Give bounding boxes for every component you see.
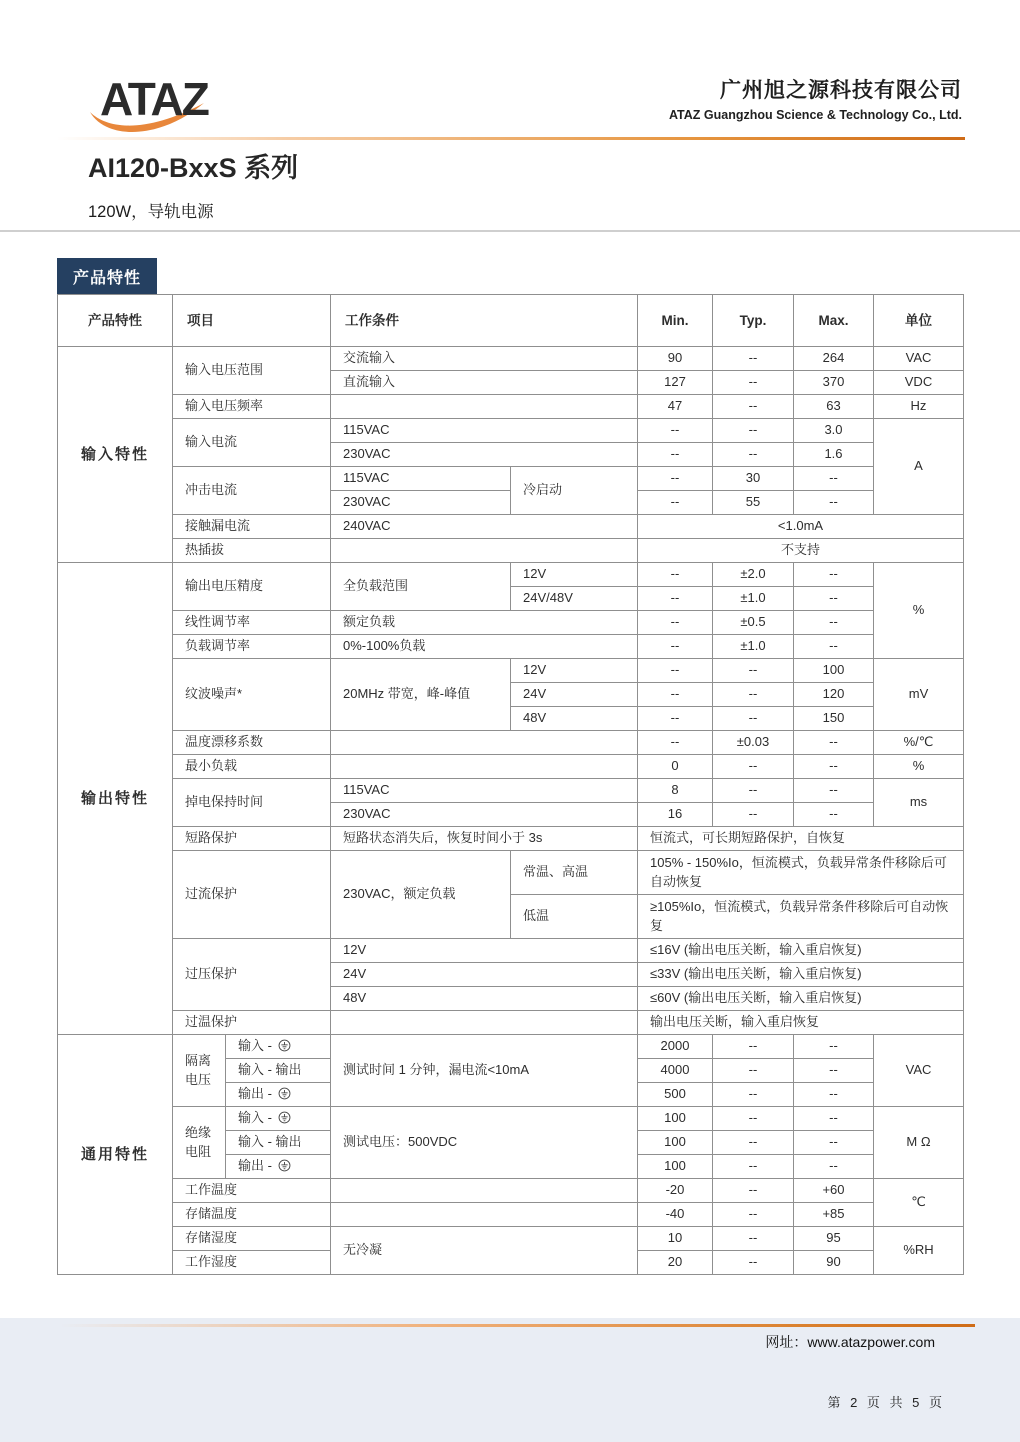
spec-cell: 线性调节率 bbox=[173, 611, 331, 635]
spec-cell bbox=[331, 755, 638, 779]
spec-cell: 工作温度 bbox=[173, 1179, 331, 1203]
spec-cell: Max. bbox=[794, 295, 874, 347]
spec-cell: -- bbox=[794, 779, 874, 803]
spec-cell: 120 bbox=[794, 683, 874, 707]
spec-cell: 过压保护 bbox=[173, 939, 331, 1011]
spec-cell: 1.6 bbox=[794, 443, 874, 467]
spec-cell: VAC bbox=[874, 347, 964, 371]
spec-cell: 输入电压范围 bbox=[173, 347, 331, 395]
spec-cell: 恒流式，可长期短路保护，自恢复 bbox=[638, 827, 964, 851]
spec-cell: 150 bbox=[794, 707, 874, 731]
spec-cell: -- bbox=[713, 659, 794, 683]
spec-cell: -- bbox=[713, 755, 794, 779]
earth-ground-icon bbox=[278, 1087, 291, 1100]
spec-cell: -- bbox=[638, 611, 713, 635]
spec-cell: 交流输入 bbox=[331, 347, 638, 371]
spec-cell bbox=[331, 539, 638, 563]
spec-cell: 低温 bbox=[511, 895, 638, 939]
spec-cell: -- bbox=[638, 731, 713, 755]
earth-ground-icon bbox=[278, 1159, 291, 1172]
spec-cell: 10 bbox=[638, 1227, 713, 1251]
section-divider bbox=[0, 230, 1020, 232]
spec-cell: 100 bbox=[638, 1131, 713, 1155]
spec-cell: 63 bbox=[794, 395, 874, 419]
spec-cell: -- bbox=[638, 683, 713, 707]
spec-cell: 最小负载 bbox=[173, 755, 331, 779]
spec-cell: %RH bbox=[874, 1227, 964, 1275]
spec-cell: 过流保护 bbox=[173, 851, 331, 939]
spec-cell: 额定负载 bbox=[331, 611, 638, 635]
spec-cell: 100 bbox=[638, 1155, 713, 1179]
spec-cell: ≤33V (输出电压关断，输入重启恢复) bbox=[638, 963, 964, 987]
spec-cell: -- bbox=[794, 1155, 874, 1179]
section-badge: 产品特性 bbox=[57, 258, 157, 295]
spec-cell: -- bbox=[794, 611, 874, 635]
spec-cell: ℃ bbox=[874, 1179, 964, 1227]
spec-cell bbox=[226, 1035, 331, 1059]
spec-cell: -- bbox=[713, 1203, 794, 1227]
table-row bbox=[58, 563, 964, 587]
spec-cell bbox=[331, 1011, 638, 1035]
spec-cell: 输入 - 输出 bbox=[226, 1131, 331, 1155]
spec-cell: ≤60V (输出电压关断，输入重启恢复) bbox=[638, 987, 964, 1011]
spec-cell: -- bbox=[713, 707, 794, 731]
spec-cell: mV bbox=[874, 659, 964, 731]
spec-cell: 230VAC bbox=[331, 443, 638, 467]
spec-cell: -- bbox=[794, 563, 874, 587]
spec-cell: 工作条件 bbox=[331, 295, 638, 347]
spec-cell: 20MHz 带宽，峰-峰值 bbox=[331, 659, 511, 731]
spec-cell: -- bbox=[713, 371, 794, 395]
spec-cell: 115VAC bbox=[331, 467, 511, 491]
spec-cell: -- bbox=[713, 443, 794, 467]
spec-cell: 工作湿度 bbox=[173, 1251, 331, 1275]
spec-cell: 95 bbox=[794, 1227, 874, 1251]
spec-cell: -- bbox=[638, 707, 713, 731]
spec-cell: 240VAC bbox=[331, 515, 638, 539]
group-label: 输出特性 bbox=[58, 563, 173, 1035]
spec-cell: 230VAC，额定负载 bbox=[331, 851, 511, 939]
spec-cell: 127 bbox=[638, 371, 713, 395]
table-row bbox=[58, 851, 964, 895]
spec-cell: ms bbox=[874, 779, 964, 827]
spec-cell: +60 bbox=[794, 1179, 874, 1203]
spec-cell: <1.0mA bbox=[638, 515, 964, 539]
table-row bbox=[58, 1227, 964, 1251]
spec-cell: 无冷凝 bbox=[331, 1227, 638, 1275]
spec-cell: -- bbox=[713, 1155, 794, 1179]
earth-ground-icon bbox=[278, 1039, 291, 1052]
spec-cell: 0%-100%负载 bbox=[331, 635, 638, 659]
spec-cell: 370 bbox=[794, 371, 874, 395]
table-row bbox=[58, 659, 964, 683]
spec-cell: 短路保护 bbox=[173, 827, 331, 851]
spec-cell: 500 bbox=[638, 1083, 713, 1107]
spec-cell: -- bbox=[794, 491, 874, 515]
spec-cell: 不支持 bbox=[638, 539, 964, 563]
spec-cell: -- bbox=[713, 1131, 794, 1155]
spec-table bbox=[57, 294, 964, 1275]
spec-cell: ±1.0 bbox=[713, 587, 794, 611]
spec-cell: 绝缘电阻 bbox=[173, 1107, 226, 1179]
logo-wordmark: ATAZ bbox=[100, 73, 208, 125]
spec-cell: 存储湿度 bbox=[173, 1227, 331, 1251]
table-row bbox=[58, 1011, 964, 1035]
spec-cell: Min. bbox=[638, 295, 713, 347]
spec-cell: 短路状态消失后，恢复时间小于 3s bbox=[331, 827, 638, 851]
spec-cell: 接触漏电流 bbox=[173, 515, 331, 539]
spec-cell: -- bbox=[794, 1059, 874, 1083]
spec-cell: 输入电流 bbox=[173, 419, 331, 467]
spec-cell: -- bbox=[713, 1083, 794, 1107]
spec-cell: -- bbox=[794, 1131, 874, 1155]
spec-cell: 负载调节率 bbox=[173, 635, 331, 659]
spec-cell: 掉电保持时间 bbox=[173, 779, 331, 827]
spec-cell: -- bbox=[713, 1059, 794, 1083]
spec-cell-text: 输出 - bbox=[238, 1158, 276, 1174]
spec-cell: 0 bbox=[638, 755, 713, 779]
table-row bbox=[58, 1179, 964, 1203]
spec-cell: 常温、高温 bbox=[511, 851, 638, 895]
spec-cell: -- bbox=[713, 395, 794, 419]
spec-cell: 3.0 bbox=[794, 419, 874, 443]
spec-cell bbox=[331, 1203, 638, 1227]
spec-cell: 输入电压频率 bbox=[173, 395, 331, 419]
spec-cell: 12V bbox=[511, 563, 638, 587]
spec-cell: Hz bbox=[874, 395, 964, 419]
spec-cell: 230VAC bbox=[331, 491, 511, 515]
earth-ground-icon bbox=[278, 1111, 291, 1124]
spec-cell: -20 bbox=[638, 1179, 713, 1203]
table-row bbox=[58, 347, 964, 371]
table-row bbox=[58, 539, 964, 563]
spec-cell: 264 bbox=[794, 347, 874, 371]
table-row bbox=[58, 635, 964, 659]
spec-cell bbox=[331, 395, 638, 419]
table-row bbox=[58, 395, 964, 419]
spec-cell-text: 输出 - bbox=[238, 1086, 276, 1102]
spec-cell: -- bbox=[794, 803, 874, 827]
spec-cell: -- bbox=[794, 467, 874, 491]
spec-cell: 直流输入 bbox=[331, 371, 638, 395]
spec-cell: 100 bbox=[638, 1107, 713, 1131]
spec-cell: -- bbox=[713, 779, 794, 803]
spec-cell bbox=[226, 1083, 331, 1107]
spec-cell: 24V bbox=[511, 683, 638, 707]
spec-cell: -- bbox=[638, 443, 713, 467]
spec-cell: 输入 - 输出 bbox=[226, 1059, 331, 1083]
spec-cell: ±0.5 bbox=[713, 611, 794, 635]
table-row bbox=[58, 779, 964, 803]
spec-cell: % bbox=[874, 563, 964, 659]
company-name-en: ATAZ Guangzhou Science & Technology Co., Ltd. bbox=[668, 108, 962, 122]
spec-cell-text: 输入 - bbox=[238, 1038, 276, 1054]
spec-cell: -- bbox=[638, 467, 713, 491]
product-subtitle: 120W，导轨电源 bbox=[88, 203, 214, 221]
spec-cell: ±1.0 bbox=[713, 635, 794, 659]
spec-cell: Typ. bbox=[713, 295, 794, 347]
spec-cell: -- bbox=[638, 659, 713, 683]
spec-cell: 12V bbox=[511, 659, 638, 683]
header-divider bbox=[57, 137, 965, 140]
spec-cell: 输出电压关断，输入重启恢复 bbox=[638, 1011, 964, 1035]
spec-cell: -- bbox=[794, 1035, 874, 1059]
spec-cell: 55 bbox=[713, 491, 794, 515]
spec-cell: 热插拔 bbox=[173, 539, 331, 563]
spec-cell: 过温保护 bbox=[173, 1011, 331, 1035]
spec-cell: -- bbox=[794, 635, 874, 659]
spec-cell: 30 bbox=[713, 467, 794, 491]
table-row bbox=[58, 731, 964, 755]
spec-cell: 冷启动 bbox=[511, 467, 638, 515]
spec-cell: -- bbox=[638, 635, 713, 659]
spec-cell: VAC bbox=[874, 1035, 964, 1107]
spec-cell: -- bbox=[794, 587, 874, 611]
spec-cell: 4000 bbox=[638, 1059, 713, 1083]
spec-cell: 115VAC bbox=[331, 779, 638, 803]
spec-cell: VDC bbox=[874, 371, 964, 395]
spec-cell: 2000 bbox=[638, 1035, 713, 1059]
spec-cell-text: 输入 - bbox=[238, 1110, 276, 1126]
spec-cell: -- bbox=[713, 803, 794, 827]
table-row bbox=[58, 515, 964, 539]
spec-cell: 20 bbox=[638, 1251, 713, 1275]
spec-cell: 测试电压：500VDC bbox=[331, 1107, 638, 1179]
spec-cell: -- bbox=[713, 347, 794, 371]
spec-cell: 测试时间 1 分钟，漏电流<10mA bbox=[331, 1035, 638, 1107]
spec-cell: 24V bbox=[331, 963, 638, 987]
spec-cell: %/℃ bbox=[874, 731, 964, 755]
spec-cell: -- bbox=[638, 587, 713, 611]
spec-cell: 单位 bbox=[874, 295, 964, 347]
spec-cell: -- bbox=[713, 683, 794, 707]
spec-cell: 105% - 150%Io，恒流模式，负载异常条件移除后可自动恢复 bbox=[638, 851, 964, 895]
table-row bbox=[58, 467, 964, 491]
spec-cell bbox=[226, 1107, 331, 1131]
spec-cell bbox=[331, 731, 638, 755]
table-row bbox=[58, 827, 964, 851]
spec-cell: -- bbox=[794, 1107, 874, 1131]
spec-cell: 48V bbox=[511, 707, 638, 731]
spec-cell: -- bbox=[713, 1107, 794, 1131]
footer-divider bbox=[60, 1324, 975, 1327]
spec-cell: 16 bbox=[638, 803, 713, 827]
spec-cell: -- bbox=[713, 1251, 794, 1275]
spec-cell: 隔离电压 bbox=[173, 1035, 226, 1107]
spec-cell: +85 bbox=[794, 1203, 874, 1227]
spec-cell: 90 bbox=[794, 1251, 874, 1275]
table-row bbox=[58, 419, 964, 443]
spec-cell: 230VAC bbox=[331, 803, 638, 827]
spec-cell: -- bbox=[713, 1035, 794, 1059]
spec-cell: -- bbox=[638, 491, 713, 515]
spec-cell bbox=[331, 1179, 638, 1203]
spec-cell: 输出电压精度 bbox=[173, 563, 331, 611]
group-label: 通用特性 bbox=[58, 1035, 173, 1275]
page-number: 第 2 页 共 5 页 bbox=[827, 1395, 945, 1410]
table-row bbox=[58, 1203, 964, 1227]
spec-cell: A bbox=[874, 419, 964, 515]
spec-cell: -- bbox=[713, 1227, 794, 1251]
spec-cell: 项目 bbox=[173, 295, 331, 347]
spec-cell bbox=[226, 1155, 331, 1179]
spec-cell: -40 bbox=[638, 1203, 713, 1227]
spec-cell: 47 bbox=[638, 395, 713, 419]
product-title: AI120-BxxS 系列 bbox=[88, 153, 299, 183]
company-block bbox=[669, 74, 962, 122]
spec-cell: M Ω bbox=[874, 1107, 964, 1179]
spec-cell: % bbox=[874, 755, 964, 779]
spec-cell: 8 bbox=[638, 779, 713, 803]
spec-cell: -- bbox=[794, 1083, 874, 1107]
spec-cell: -- bbox=[794, 755, 874, 779]
spec-cell: 12V bbox=[331, 939, 638, 963]
spec-cell: 温度漂移系数 bbox=[173, 731, 331, 755]
spec-cell: -- bbox=[794, 731, 874, 755]
spec-cell: 产品特性 bbox=[58, 295, 173, 347]
spec-cell: 纹波噪声* bbox=[173, 659, 331, 731]
spec-cell: ≤16V (输出电压关断，输入重启恢复) bbox=[638, 939, 964, 963]
table-row bbox=[58, 939, 964, 963]
spec-cell: 100 bbox=[794, 659, 874, 683]
spec-cell: 24V/48V bbox=[511, 587, 638, 611]
group-label: 输入特性 bbox=[58, 347, 173, 563]
table-row bbox=[58, 611, 964, 635]
ataz-logo bbox=[86, 70, 256, 136]
spec-cell: ±0.03 bbox=[713, 731, 794, 755]
spec-cell: 90 bbox=[638, 347, 713, 371]
table-row bbox=[58, 1107, 964, 1131]
spec-cell: 48V bbox=[331, 987, 638, 1011]
spec-cell: -- bbox=[638, 419, 713, 443]
website-text: 网址：www.atazpower.com bbox=[765, 1334, 935, 1350]
company-name-cn: 广州旭之源科技有限公司 bbox=[720, 79, 962, 102]
spec-cell: ≥105%Io，恒流模式，负载异常条件移除后可自动恢复 bbox=[638, 895, 964, 939]
spec-cell: 全负载范围 bbox=[331, 563, 511, 611]
spec-cell: -- bbox=[638, 563, 713, 587]
spec-cell: -- bbox=[713, 1179, 794, 1203]
spec-cell: ±2.0 bbox=[713, 563, 794, 587]
spec-cell: -- bbox=[713, 419, 794, 443]
table-row bbox=[58, 755, 964, 779]
spec-cell: 115VAC bbox=[331, 419, 638, 443]
footer bbox=[0, 1318, 1020, 1442]
table-row bbox=[58, 1035, 964, 1059]
spec-cell: 冲击电流 bbox=[173, 467, 331, 515]
spec-cell: 存储温度 bbox=[173, 1203, 331, 1227]
